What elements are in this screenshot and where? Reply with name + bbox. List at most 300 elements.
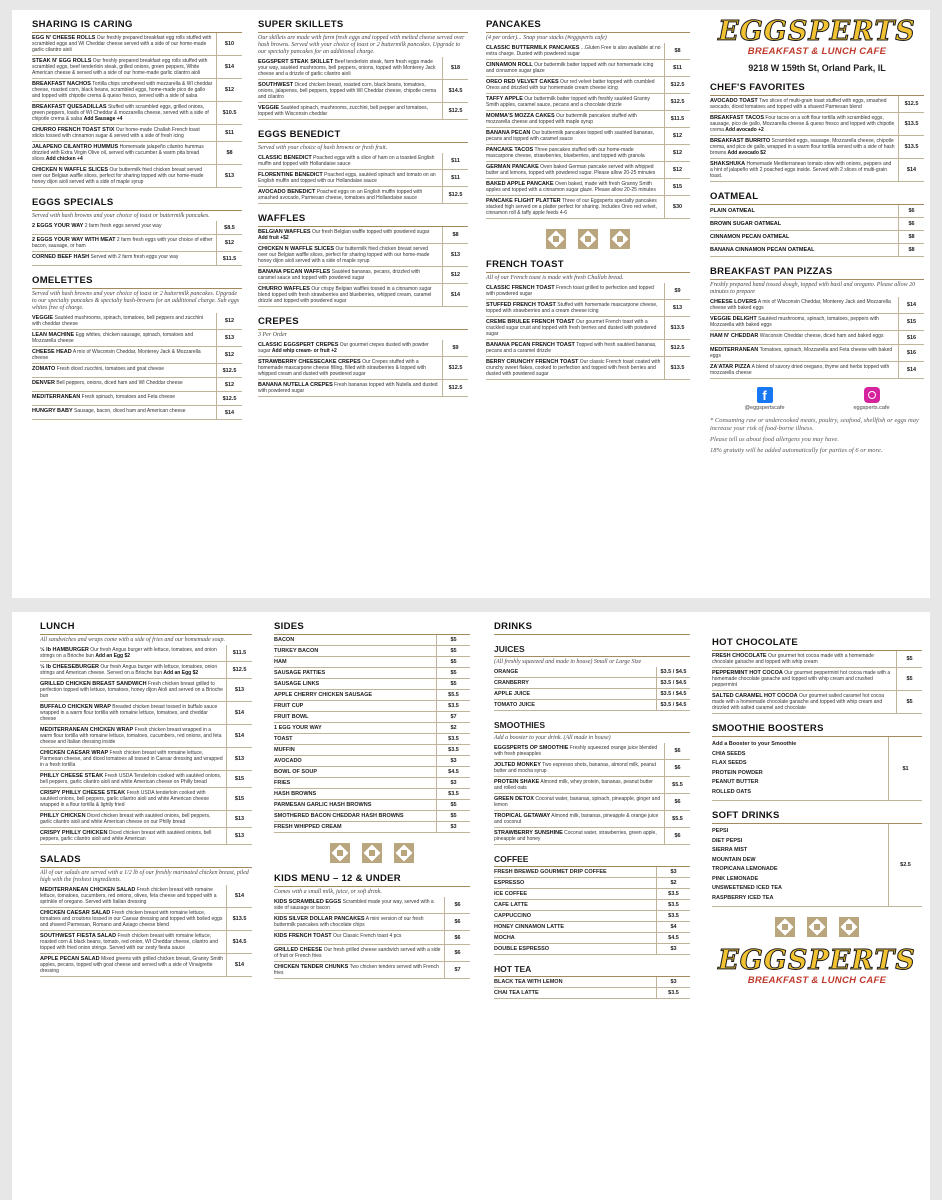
menu-item-text <box>710 362 898 378</box>
decorative-ornaments <box>712 917 922 937</box>
group-price: $1 <box>888 737 922 800</box>
section-title: SUPER SKILLETS <box>258 19 468 33</box>
item-name: BREAKFAST TACOS <box>710 115 764 121</box>
menu-page-breakfast <box>12 10 930 598</box>
item-name: FRUIT BOWL <box>274 714 309 720</box>
menu-item-text <box>486 283 664 299</box>
item-name: BELGIAN WAFFLES <box>258 229 311 235</box>
menu-item <box>32 125 242 142</box>
section-eggs-specials <box>32 197 242 266</box>
item-price: $3 <box>656 977 690 987</box>
menu-item-text <box>40 811 226 827</box>
menu-item-text <box>40 828 226 844</box>
menu-item <box>40 788 252 811</box>
facebook-link[interactable]: f @eggspertscafe <box>744 388 785 411</box>
item-name: DIET PEPSI <box>712 837 743 844</box>
item-description: Egg whites, chicken sausage, spinach, tomatoes and Mozzarella cheese <box>32 332 194 344</box>
item-price: $5 <box>436 657 470 667</box>
section-title: SMOOTHIE BOOSTERS <box>712 723 922 737</box>
item-name: CRANBERRY <box>494 680 529 686</box>
item-description: Oven baked, made with fresh Granny Smith apples and topped with a cinnamon sugar glaze. Please allow 20-25 minutes <box>486 181 656 193</box>
item-price: $4 <box>656 922 690 932</box>
item-price: $13.5 <box>898 136 924 158</box>
item-price: $3 <box>656 867 690 877</box>
menu-item-text <box>710 113 898 135</box>
item-name: APPLE PECAN SALAD <box>40 956 100 962</box>
item-name: MEDITERRANEAN <box>710 347 759 353</box>
item-addon: Add fruit +$2 <box>258 235 289 241</box>
item-name: PANCAKE FLIGHT PLATTER <box>486 198 561 204</box>
ornament-icon <box>394 843 414 863</box>
menu-item <box>40 662 252 679</box>
item-price: $12.5 <box>664 77 690 93</box>
item-price: $5 <box>436 668 470 678</box>
menu-item-text <box>40 725 226 747</box>
column-2 <box>258 10 468 397</box>
section-title: SMOOTHIES <box>494 720 690 733</box>
section-note: (4 per order)... Snap your stacks (#eggsperts cafe) <box>486 35 607 41</box>
menu-item <box>258 57 468 80</box>
menu-item <box>710 331 924 345</box>
item-description: Our fresh Angus burger with lettuce, tomatoes, and onion strings on a Brioche bun <box>40 647 217 659</box>
menu-item <box>40 702 252 725</box>
item-name: JALAPENO CILANTRO HUMMUS <box>32 144 119 150</box>
item-name: PROTEIN POWDER <box>712 769 763 776</box>
menu-item <box>274 712 470 723</box>
item-price: $14 <box>898 297 924 313</box>
menu-item <box>258 153 468 170</box>
section-hot-tea <box>494 964 690 999</box>
menu-item <box>32 142 242 165</box>
menu-item <box>710 297 924 314</box>
item-price: $12 <box>442 267 468 283</box>
item-name: 2 EGGS YOUR WAY <box>32 223 84 229</box>
ornament-icon <box>610 229 630 249</box>
item-name: CHICKEN TENDER CHUNKS <box>274 964 349 970</box>
item-price: $9 <box>442 340 468 356</box>
section-note: All of our salads are served with a 1/2 lb of our freshly marinated chicken breast, piled high with the freshest ingredients. <box>40 870 249 883</box>
item-name: BERRY CRUNCHY FRENCH TOAST <box>486 359 579 365</box>
item-name: BREAKFAST NACHOS <box>32 81 91 87</box>
menu-item <box>274 635 470 646</box>
item-price: $3.5 <box>656 900 690 910</box>
item-name: CORNED BEEF HASH <box>32 254 90 260</box>
item-name: CAPPUCCINO <box>494 913 531 919</box>
menu-item <box>258 340 468 357</box>
ornament-icon <box>330 843 350 863</box>
menu-item-text <box>40 908 226 930</box>
section-oatmeal <box>710 191 924 257</box>
item-name: CAFE LATTE <box>494 902 528 908</box>
menu-item <box>274 789 470 800</box>
item-description: Scrambled made your way, served with a side of sausage or bacon <box>274 899 434 911</box>
group-price: $2.5 <box>888 824 922 906</box>
item-price: $13.5 <box>226 908 252 930</box>
logo-tagline: BREAKFAST & LUNCH CAFE <box>747 975 887 986</box>
item-price: $3.5 / $4.5 <box>656 678 690 688</box>
item-price: $12 <box>664 128 690 144</box>
item-description: Our home-made Challah French toast sticks tossed with cinnamon sugar & served with a side of fresh icing <box>32 127 200 139</box>
menu-item <box>486 60 690 77</box>
menu-item-text <box>494 743 664 759</box>
item-name: FLORENTINE BENEDICT <box>258 172 323 178</box>
item-name: SOUTHWEST <box>258 82 294 88</box>
menu-item <box>258 227 468 244</box>
item-description: Stuffed with scrambled eggs, grilled onions, green peppers, loads of WI Cheddar & mozzarella cheese, served with a side of chipotle crema & salsa <box>32 104 209 122</box>
menu-item <box>494 922 690 933</box>
item-name: HAM <box>274 659 287 665</box>
menu-item <box>494 689 690 700</box>
menu-item-text <box>710 331 898 344</box>
item-name: ½ lb CHEESEBURGER <box>40 664 99 670</box>
item-description: Our buttermilk fried chicken breast served over our Belgian waffle slices, perfect for sharing topped with our home-made honey dijon aioli served with a side of maple syrup <box>32 167 204 185</box>
item-addon: Add Sausage +4 <box>83 116 123 122</box>
menu-item <box>710 136 924 159</box>
item-name: CRISPY PHILLY CHICKEN <box>40 830 108 836</box>
menu-item <box>274 914 470 931</box>
item-name: BREAKFAST QUESADILLAS <box>32 104 107 110</box>
item-description: Poached eggs with a slice of ham on a toasted English muffin and topped with Hollandaise sauce <box>258 155 435 167</box>
item-addon: Add avocado $2 <box>727 150 766 156</box>
column-lunch-salads <box>40 612 252 977</box>
logo-tagline: BREAKFAST & LUNCH CAFE <box>747 46 887 57</box>
item-price: $4.5 <box>656 933 690 943</box>
menu-item-text <box>494 760 664 776</box>
item-description: Our crispy Belgian waffles tossed in a cinnamon sugar blend topped with fresh strawberries and blueberries, whipped cream, caramel drizzle and topped with powdered sugar <box>258 286 432 304</box>
menu-item <box>710 159 924 182</box>
menu-item-text <box>40 788 226 810</box>
menu-item <box>32 221 242 235</box>
menu-item <box>494 828 690 845</box>
menu-item-text <box>710 136 898 158</box>
item-price: $13 <box>226 828 252 844</box>
menu-item-text <box>258 57 442 79</box>
section-title: SIDES <box>274 621 470 635</box>
section-smoothie-boosters <box>712 723 922 801</box>
item-name: FRIES <box>274 780 291 786</box>
item-description: Sautéed bananas, pecans, drizzled with caramel sauce and topped with powdered sugar <box>258 269 421 281</box>
item-name: PHILLY CHICKEN <box>40 813 86 819</box>
item-name: PHILLY CHEESE STEAK <box>40 773 104 779</box>
menu-item <box>258 103 468 120</box>
menu-item-text <box>486 94 664 110</box>
item-name: BANANA CINNAMON PECAN OATMEAL <box>710 247 815 253</box>
item-price: $11.5 <box>226 645 252 661</box>
item-name: STRAWBERRY SUNSHINE <box>494 830 563 836</box>
item-price: $12.5 <box>442 103 468 119</box>
menu-item-text <box>486 77 664 93</box>
menu-item-text <box>32 142 216 164</box>
item-name: VEGGIE <box>258 105 280 111</box>
item-price: $5.5 <box>664 777 690 793</box>
item-description: Our fresh Angus burger with lettuce, tomatoes, onion strings and American cheese. Served on a Brioche bun <box>40 664 218 676</box>
item-description: Our buttermilk fried chicken breast served over our Belgian waffle slices, perfect for sharing topped with our home-made honey dijon aioli served with a side of maple syrup <box>258 246 430 264</box>
item-description: Diced chicken breast, roasted corn, black beans, tomatoes, onions, jalapenos, bell peppers, topped with WI Cheddar cheese, chipotle crema and cilantro <box>258 82 437 100</box>
menu-item-text <box>40 702 226 724</box>
item-name: CHEESE LOVERS <box>710 299 757 305</box>
menu-item <box>494 794 690 811</box>
ornament-icon <box>578 229 598 249</box>
section-title: OATMEAL <box>710 191 924 205</box>
menu-item-text <box>40 679 226 701</box>
item-description: A mix of Wisconsin Cheddar, Monterey Jack & Mozzarella cheese <box>32 349 201 361</box>
item-description: A mix of Wisconsin Cheddar, Monterey Jack and Mozzarella cheese with baked eggs <box>710 299 891 311</box>
menu-item <box>486 179 690 196</box>
menu-item-text <box>32 252 216 265</box>
item-description: Wisconsin Cheddar cheese, diced ham and baked eggs <box>759 333 884 339</box>
menu-item <box>274 646 470 657</box>
item-name: ½ lb HAMBURGER <box>40 647 89 653</box>
item-price: $6 <box>664 760 690 776</box>
item-name: CHICKEN N WAFFLE SLICES <box>258 246 335 252</box>
menu-item-text <box>710 159 898 181</box>
item-addon: Add avocado +2 <box>725 127 764 133</box>
item-name: CHICKEN N WAFFLE SLICES <box>32 167 109 173</box>
menu-item <box>274 690 470 701</box>
section-kids-menu-12-under <box>274 873 470 979</box>
menu-item-text <box>32 165 216 187</box>
menu-item <box>494 944 690 955</box>
instagram-link[interactable]: eggsperts.cafe <box>853 387 889 411</box>
menu-item <box>494 911 690 922</box>
ornament-icon <box>839 917 859 937</box>
menu-item <box>494 867 690 878</box>
item-name: MOUNTAIN DEW <box>712 856 756 863</box>
item-description: Diced chicken breast with sautéed onions, bell peppers, garlic cilantro aioli and white American <box>40 830 212 842</box>
item-price: $6 <box>444 945 470 961</box>
menu-item-text <box>258 170 442 186</box>
item-price: $14 <box>216 56 242 78</box>
item-name: PLAIN OATMEAL <box>710 208 755 214</box>
item-name: BREAKFAST BURRITO <box>710 138 771 144</box>
menu-item-text <box>258 103 442 119</box>
menu-item <box>494 988 690 999</box>
menu-item <box>710 314 924 331</box>
item-description: Homemade Mediterranean tomato stew with onions, peppers and a hint of jalapeño with 2 poached eggs inside. Served with 2 slices of multi-grain toast. <box>710 161 892 179</box>
item-description: Fresh chicken breast with romaine lettuce, tomatoes, cucumbers, red onions, olives, feta cheese and topped with a sprinkle of oregano. Served with Italian dressing <box>40 887 217 905</box>
item-description: Coconut water, bananas, spinach, pineapple, ginger and lemon <box>494 796 661 808</box>
menu-item <box>710 244 924 257</box>
menu-item <box>486 357 690 380</box>
item-price: $8 <box>898 231 924 243</box>
menu-item-text <box>258 244 442 266</box>
item-price: $11.5 <box>664 111 690 127</box>
item-price: $3.5 / $4.5 <box>656 689 690 699</box>
item-price: $3.5 <box>436 701 470 711</box>
section-title: BREAKFAST PAN PIZZAS <box>710 266 924 280</box>
menu-item <box>32 79 242 102</box>
item-price: $5 <box>436 679 470 689</box>
menu-page-lunch <box>12 612 930 1200</box>
item-name: BACON <box>274 637 295 643</box>
item-price: $8 <box>898 244 924 256</box>
ornament-icon <box>362 843 382 863</box>
item-price: $5 <box>436 635 470 645</box>
item-name: FRESH WHIPPED CREAM <box>274 824 342 830</box>
menu-item <box>494 700 690 711</box>
item-price: $2 <box>656 878 690 888</box>
item-name: APPLE JUICE <box>494 691 531 697</box>
item-price: $12 <box>216 79 242 101</box>
item-name: ZOMATO <box>32 366 56 372</box>
item-description: Coconut water, strawberries, green apple, pineapple and honey <box>494 830 657 842</box>
column-4 <box>710 10 924 455</box>
item-name: PINK LEMONADE <box>712 875 759 882</box>
section-french-toast <box>486 259 690 380</box>
item-price: $16 <box>898 345 924 361</box>
menu-item <box>712 668 922 691</box>
menu-item <box>32 378 242 392</box>
menu-item-text <box>258 340 442 356</box>
section-title: FRENCH TOAST <box>486 259 690 273</box>
section-note: All sandwiches and wraps come with a side of fries and our homemade soup. <box>40 637 225 643</box>
menu-item-text <box>258 380 442 396</box>
item-name: VEGGIE DELIGHT <box>710 316 757 322</box>
item-name: ZA'ATAR PIZZA <box>710 364 751 370</box>
menu-item-text <box>32 221 216 234</box>
menu-item <box>40 931 252 954</box>
menu-item-text <box>710 205 898 217</box>
logo-text: EGGSPERTS <box>718 16 916 47</box>
menu-item <box>274 657 470 668</box>
item-name: PANCAKE TACOS <box>486 147 534 153</box>
menu-item <box>486 196 690 219</box>
item-name: GRILLED CHICKEN BREAST SANDWICH <box>40 681 147 687</box>
item-description: Three pancakes stuffed with our home-made mascarpone cheese, strawberries, blueberries, and topped with granola <box>486 147 645 159</box>
item-name: GREEN DETOX <box>494 796 534 802</box>
item-name: CHIA SEEDS <box>712 750 746 757</box>
menu-item <box>494 678 690 689</box>
item-name: SAUSAGE LINKS <box>274 681 320 687</box>
item-price: $14 <box>898 362 924 378</box>
menu-item <box>274 767 470 778</box>
item-price: $2 <box>436 723 470 733</box>
section-title: JUICES <box>494 644 690 657</box>
section-title: CREPES <box>258 316 468 330</box>
item-price: $12.5 <box>216 364 242 377</box>
item-price: $13 <box>226 679 252 701</box>
item-description: Our fresh Belgian waffle topped with powdered sugar <box>311 229 430 235</box>
item-name: CHICKEN CAESAR SALAD <box>40 910 111 916</box>
disclaimer: * Consuming raw or undercooked meats, poultry, seafood, shellfish or eggs may increase your risk of food-borne illness. Please tell us about food allergens you may have. 18% gratuity will be added automatically for parties of 6 or more. <box>710 417 919 454</box>
logo-text: EGGSPERTS <box>718 945 916 976</box>
menu-item-text <box>712 668 896 690</box>
item-price: $14 <box>226 725 252 747</box>
item-addon: Add whip cream- or fruit +2 <box>271 348 337 354</box>
item-name: FRESH CHOCOLATE <box>712 653 767 659</box>
item-name: BANANA PECAN FRENCH TOAST <box>486 342 575 348</box>
menu-item <box>274 679 470 690</box>
item-description: Fresh chicken breast with romaine lettuce, tomatoes and croutons tossed in our Caesar dressing and topped with boiled eggs and shaved Parmesan, Romano and Asiago cheese blend <box>40 910 223 928</box>
menu-item <box>32 406 242 420</box>
item-price: $12.5 <box>442 380 468 396</box>
menu-item <box>40 811 252 828</box>
menu-item-text <box>274 897 444 913</box>
menu-item <box>710 345 924 362</box>
menu-item-text <box>32 330 216 346</box>
menu-item-text <box>494 777 664 793</box>
item-price: $3.5 <box>656 988 690 998</box>
item-name: PEANUT BUTTER <box>712 779 759 785</box>
item-price: $5 <box>896 668 922 690</box>
item-name: MEDITERRANEAN CHICKEN SALAD <box>40 887 136 893</box>
menu-item <box>40 725 252 748</box>
item-name: BOWL OF SOUP <box>274 769 317 775</box>
item-description: Sautéed mushrooms, spinach, tomatoes, bell peppers and zucchini with cheddar cheese <box>32 315 204 327</box>
menu-item-text <box>486 43 664 59</box>
section-breakfast-pan-pizzas <box>710 266 924 379</box>
item-name: OREO RED VELVET CAKES <box>486 79 559 85</box>
menu-item-text <box>32 378 216 391</box>
section-title: WAFFLES <box>258 213 468 227</box>
item-name: MOMMA'S MOZZA CAKES <box>486 113 555 119</box>
item-description: Fresh chicken breast with romaine lettuce, Parmesan cheese, and diced tomatoes all tossed in Caesar dressing and wrapped in a fresh tortilla <box>40 750 223 768</box>
item-price: $3.5 / $4.5 <box>656 700 690 710</box>
menu-item-text <box>40 771 226 787</box>
item-price: $3.5 / $4.5 <box>656 667 690 677</box>
item-price: $12 <box>216 235 242 251</box>
item-price: $8.5 <box>216 221 242 234</box>
section-sides <box>274 621 470 833</box>
item-price: $12.5 <box>216 392 242 405</box>
item-price: $6 <box>898 205 924 217</box>
item-name: PROTEIN SHAKE <box>494 779 540 785</box>
item-description: Fresh USDA Tenderloin cooked with sautéed onions, bell peppers, garlic cilantro aioli and white American cheese on Philly bread <box>40 773 222 785</box>
item-description: Served with 2 farm fresh eggs your way <box>90 254 179 260</box>
item-name: GRILLED CHEESE <box>274 947 323 953</box>
menu-item <box>32 165 242 188</box>
menu-item <box>32 102 242 125</box>
menu-item <box>32 235 242 252</box>
item-price: $12 <box>216 347 242 363</box>
item-price: $14 <box>898 159 924 181</box>
item-name: CLASSIC EGGSPERT CREPES <box>258 342 339 348</box>
menu-item-text <box>40 954 226 976</box>
item-name: CINNAMON PECAN OATMEAL <box>710 234 790 240</box>
item-price: $12 <box>664 145 690 161</box>
section-drinks <box>494 621 690 635</box>
menu-item <box>274 723 470 734</box>
item-description: Two slices of multi-grain toast stuffed with eggs, smashed avocado, diced tomatoes and topped with a shaved Parmesan blend <box>710 98 887 110</box>
item-description: Our buttermilk pancakes stuffed with mozzarella cheese and topped with maple syrup <box>486 113 637 125</box>
menu-item-text <box>258 357 442 379</box>
item-name: LEAN MACHINE <box>32 332 75 338</box>
item-price: $15 <box>898 314 924 330</box>
section-crepes <box>258 316 468 397</box>
menu-item <box>486 300 690 317</box>
item-list <box>712 824 888 906</box>
item-price: $5 <box>896 691 922 713</box>
section-title: SHARING IS CARING <box>32 19 242 33</box>
menu-item-text <box>32 347 216 363</box>
restaurant-address: 9218 W 159th St, Orland Park, IL <box>748 63 886 73</box>
section-title: KIDS MENU – 12 & UNDER <box>274 873 470 887</box>
menu-item <box>486 340 690 357</box>
menu-item <box>40 885 252 908</box>
item-name: TURKEY BACON <box>274 648 319 654</box>
section-title: SOFT DRINKS <box>712 810 922 824</box>
item-name: SAUSAGE PATTIES <box>274 670 326 676</box>
item-name: BROWN SUGAR OATMEAL <box>710 221 782 227</box>
item-name: EGGSPERTS OP SMOOTHIE <box>494 745 569 751</box>
item-name: 2 EGGS YOUR WAY WITH MEAT <box>32 237 116 243</box>
item-description: Two espresso shots, bananas, almond milk, peanut butter and mocha syrup <box>494 762 656 774</box>
item-name: SOUTHWEST FIESTA SALAD <box>40 933 117 939</box>
item-name: ROLLED OATS <box>712 788 752 795</box>
item-name: FLAX SEEDS <box>712 760 747 766</box>
item-description: Our Crepes stuffed with a homemade mascarpone cheese filling, filled with strawberries & topped with whipped cream and dusted with powdered sugar <box>258 359 426 377</box>
menu-item <box>32 56 242 79</box>
